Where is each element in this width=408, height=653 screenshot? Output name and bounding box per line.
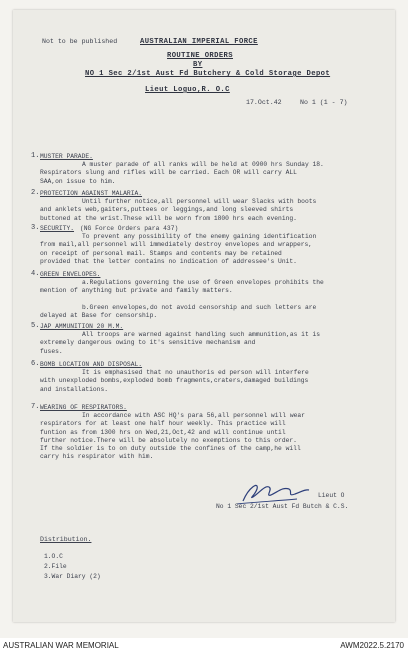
order-text-line: If the soldier is to on duty outside the confines of the camp,he will xyxy=(40,445,301,452)
order-number-label: 5. xyxy=(31,322,40,330)
order-number-label: 4. xyxy=(31,270,40,278)
order-text-line: b.Green envelopes,do not avoid censorship and such letters are xyxy=(82,303,317,311)
order-text-line: provided that the letter contains no indication of addressee's Unit. xyxy=(40,257,297,265)
order-heading: MUSTER PARADE. xyxy=(40,153,93,160)
order-heading: GREEN ENVELOPES. xyxy=(40,271,101,278)
order-text-line: To prevent any possibility of the enemy gaining identification xyxy=(82,233,317,241)
officer-heading: Lieut Loguo,R. O.C xyxy=(145,86,230,94)
order-text-line: All troops are warned against handling such ammunition,as it is xyxy=(82,331,321,339)
routine-orders-title: ROUTINE ORDERS xyxy=(167,52,233,60)
order-text-line: respirators for at least one half hour weekly. This practice will xyxy=(40,420,286,428)
order-text-line: mention of anything but private and family matters. xyxy=(40,287,233,295)
order-number: No 1 (1 - 7) xyxy=(300,99,348,106)
unit-heading: NO 1 Sec 2/1st Aust Fd Butchery & Cold Storage Depot xyxy=(85,70,331,78)
order-heading: BOMB LOCATION AND DISPOSAL. xyxy=(40,361,143,368)
archive-footer xyxy=(0,638,408,653)
order-text-line: buttoned at the wrist.These will be worn from 1800 hrs each evening. xyxy=(40,214,297,222)
distribution-heading: Distribution. xyxy=(40,536,92,543)
order-text-line: funtion as from 1300 hrs on Wed,21,Oct,42 and will continue until xyxy=(40,428,286,436)
archive-name: AUSTRALIAN WAR MEMORIAL xyxy=(3,641,119,650)
order-text-line: carry his respirator with him. xyxy=(40,453,154,461)
distribution-item: 2.File xyxy=(44,563,67,570)
force-heading: AUSTRALIAN IMPERIAL FORCE xyxy=(140,38,258,46)
by-label: BY xyxy=(193,61,203,69)
order-number-label: 3. xyxy=(31,224,40,232)
order-number-label: 1. xyxy=(31,152,40,160)
order-text-line: and anklets web,gaiters,puttees or leggings,and long sleeved shirts xyxy=(40,206,294,214)
order-heading: JAP AMMUNITION 20 M.M. xyxy=(40,323,124,330)
order-date: 17.Oct.42 xyxy=(246,99,282,106)
order-text-line: Until further notice,all personnel will wear Slacks with boots xyxy=(82,198,317,206)
order-text-line: It is emphasised that no unauthoris ed person will interfere xyxy=(82,369,309,377)
restriction-note: Not to be published xyxy=(42,38,118,45)
order-text-line: on receipt of personal mail. Stamps and contents may be retained xyxy=(40,249,282,257)
order-text-line: delayed at Base for censorship. xyxy=(40,312,158,319)
order-text-line: Respirators slung and rifles will be carried. Each OR will carry ALL xyxy=(40,169,297,177)
distribution-item: 1.O.C xyxy=(44,553,63,560)
order-text-line: from mail,all personnel will immediately destroy envelopes and wrappers, xyxy=(40,241,313,249)
order-heading-note: (NG Force Orders para 437) xyxy=(80,225,179,232)
order-text-line: a.Regulations governing the use of Green envelopes prohibits the xyxy=(82,279,324,287)
order-text-line: further notice.There will be absolutely no exemptions to this order. xyxy=(40,436,297,444)
order-text-line: and installations. xyxy=(40,385,109,393)
order-number-label: 2. xyxy=(31,189,40,197)
order-text-line: fuses. xyxy=(40,347,63,355)
order-text-line: A muster parade of all ranks will be held at 0900 hrs Sunday 18. xyxy=(82,161,324,169)
order-number-label: 7. xyxy=(31,403,40,411)
order-text-line: with unexploded bombs,exploded bomb fragments,craters,damaged buildings xyxy=(40,377,309,385)
distribution-item: 3.War Diary (2) xyxy=(44,573,101,580)
order-heading: SECURITY. xyxy=(40,225,75,232)
order-text-line: In accordance with ASC HQ's para 56,all personnel will wear xyxy=(82,412,305,420)
order-heading: WEARING OF RESPIRATORS. xyxy=(40,404,127,411)
accession-number: AWM2022.5.2170 xyxy=(340,641,404,650)
order-number-label: 6. xyxy=(31,360,40,368)
signature-unit-line: No 1 Sec 2/1st Aust Fd Butch & C.S. xyxy=(216,503,349,510)
order-text-line: extremely dangerous owing to it's sensitive mechanism and xyxy=(40,339,256,347)
order-heading: PROTECTION AGAINST MALARIA. xyxy=(40,190,143,197)
order-text-line: SAA,on issue to him. xyxy=(40,177,116,185)
signature-oc-line: Lieut O xyxy=(318,492,345,499)
